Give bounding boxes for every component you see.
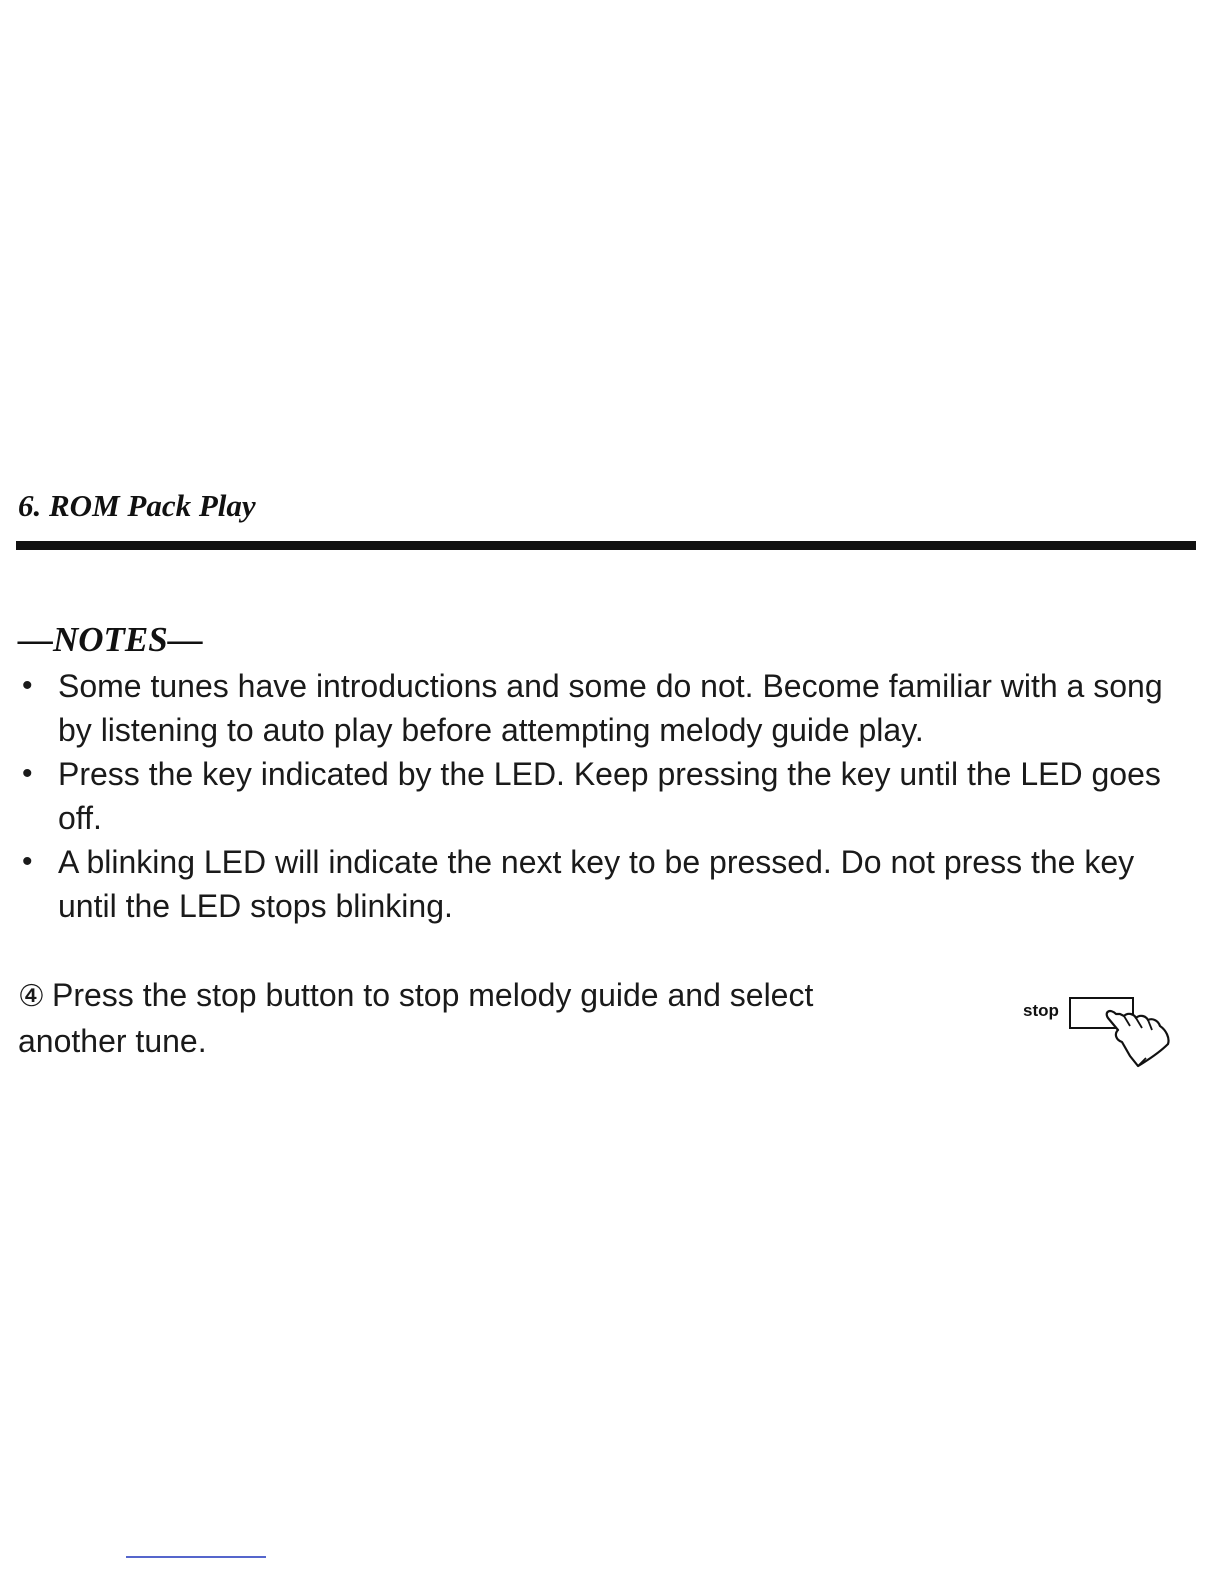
note-text: A blinking LED will indicate the next key to be pressed. Do not press the key until the LED stops blinking. xyxy=(58,844,1135,924)
note-text: Press the key indicated by the LED. Keep pressing the key until the LED goes off. xyxy=(58,756,1161,836)
stop-button-label: stop xyxy=(1023,1001,1059,1020)
title-divider xyxy=(16,541,1196,550)
section-title: 6. ROM Pack Play xyxy=(18,488,256,523)
footnote-divider xyxy=(126,1556,266,1558)
step-text: Press the stop button to stop melody guide and select another tune. xyxy=(18,977,814,1059)
stop-button-illustration xyxy=(1020,990,1180,1070)
hand-pressing-button-icon xyxy=(1020,990,1180,1070)
note-item xyxy=(18,840,1198,928)
note-item xyxy=(18,752,1198,840)
step-number: ④ xyxy=(18,980,45,1013)
notes-heading: —NOTES— xyxy=(18,620,203,659)
bullet-icon: • xyxy=(22,757,33,790)
note-text: Some tunes have introductions and some do not. Become familiar with a song by listening to auto play before attempting melody guide play. xyxy=(58,668,1163,748)
note-item xyxy=(18,664,1198,752)
bullet-icon: • xyxy=(22,669,33,702)
bullet-icon: • xyxy=(22,845,33,878)
step-4 xyxy=(18,973,918,1063)
notes-list xyxy=(18,664,1198,928)
